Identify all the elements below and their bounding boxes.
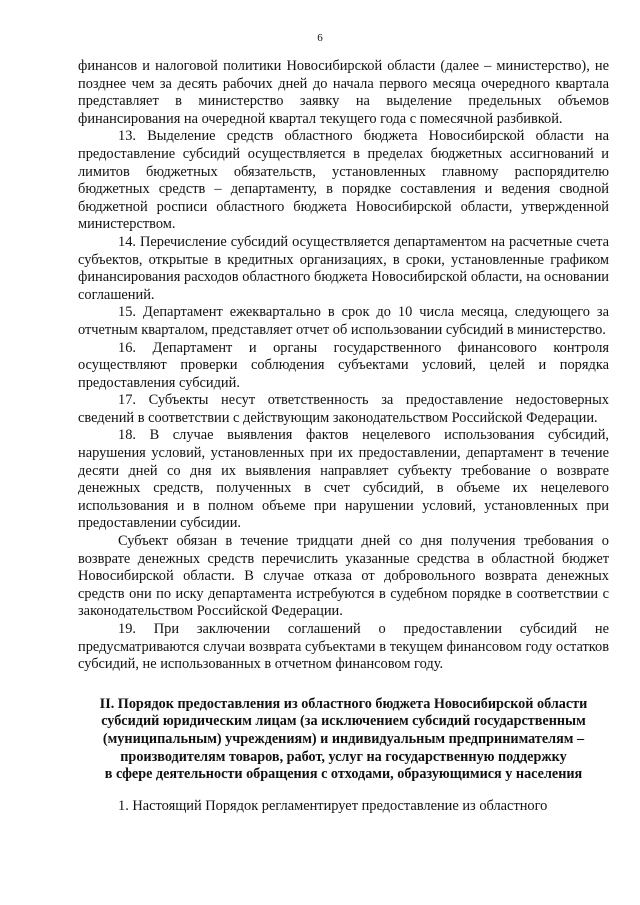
section-heading-line: в сфере деятельности обращения с отходами, образующимися у населения xyxy=(104,766,583,783)
paragraph-1: 1. Настоящий Порядок регламентирует предоставление из областного xyxy=(118,797,548,814)
page-number: 6 xyxy=(317,32,323,44)
paragraph-19: 19. При заключении соглашений о предоставлении субсидий не предусматриваются случаи возврата субъектами в текущем финансовом году остатков субсидий, не использованных в отчетном финансовом году. xyxy=(78,621,609,673)
document-body xyxy=(78,58,609,815)
paragraph-continuation: финансов и налоговой политики Новосибирской области (далее – министерство), не позднее чем за десять рабочих дней до начала первого месяца очередного квартала представляет в министерство заявку на выделение предельных объемов финансирования на очередной квартал текущего года с помесячной разбивкой. xyxy=(78,58,609,127)
section-heading xyxy=(78,696,609,784)
section-heading-line: производителям товаров, работ, услуг на государственную поддержку xyxy=(120,748,567,765)
paragraph-13: 13. Выделение средств областного бюджета Новосибирской области на предоставление субсидий осуществляется в пределах бюджетных ассигнований и лимитов бюджетных обязательств, установленных главному распорядителю бюджетных средств – департаменту, в порядке составления и ведения сводной бюджетной росписи областного бюджета Новосибирской области, утвержденной министерством. xyxy=(78,128,609,233)
paragraph-17: 17. Субъекты несут ответственность за предоставление недостоверных сведений в соответствии с действующим законодательством Российской Федерации. xyxy=(78,392,609,426)
paragraph-14: 14. Перечисление субсидий осуществляется департаментом на расчетные счета субъектов, открытые в кредитных организациях, в сроки, установленные графиком финансирования расходов областного бюджета Новосибирской области, на основании соглашений. xyxy=(78,233,609,303)
section-heading-line: II. Порядок предоставления из областного бюджета Новосибирской области xyxy=(99,695,588,712)
paragraph-18: 18. В случае выявления фактов нецелевого использования субсидий, нарушения условий, установленных при их предоставлении, департамент в течение десяти дней со дня их выявления направляет субъекту требование о возврате денежных средств, полученных в счет субсидий, в объеме их нецелевого использования и в полном объеме при нарушении условий, установленных при предоставлении субсидии. xyxy=(78,427,609,532)
paragraph-15: 15. Департамент ежеквартально в срок до 10 числа месяца, следующего за отчетным кварталом, представляет отчет об использовании субсидий в министерство. xyxy=(78,304,609,338)
section-heading-line: (муниципальным) учреждениям) и индивидуальным предпринимателям – xyxy=(102,730,585,747)
section-heading-line: субсидий юридическим лицам (за исключением субсидий государственным xyxy=(101,713,586,730)
paragraph-16: 16. Департамент и органы государственного финансового контроля осуществляют проверки соблюдения субъектами условий, целей и порядка предоставления субсидий. xyxy=(78,339,609,391)
paragraph-18-continuation: Субъект обязан в течение тридцати дней со дня получения требования о возврате денежных средств перечислить указанные средства в областной бюджет Новосибирской области. В случае отказа от добровольного возврата денежных средств они по иску департамента истребуются в судебном порядке в соответствии с законодательством Российской Федерации. xyxy=(78,533,609,620)
